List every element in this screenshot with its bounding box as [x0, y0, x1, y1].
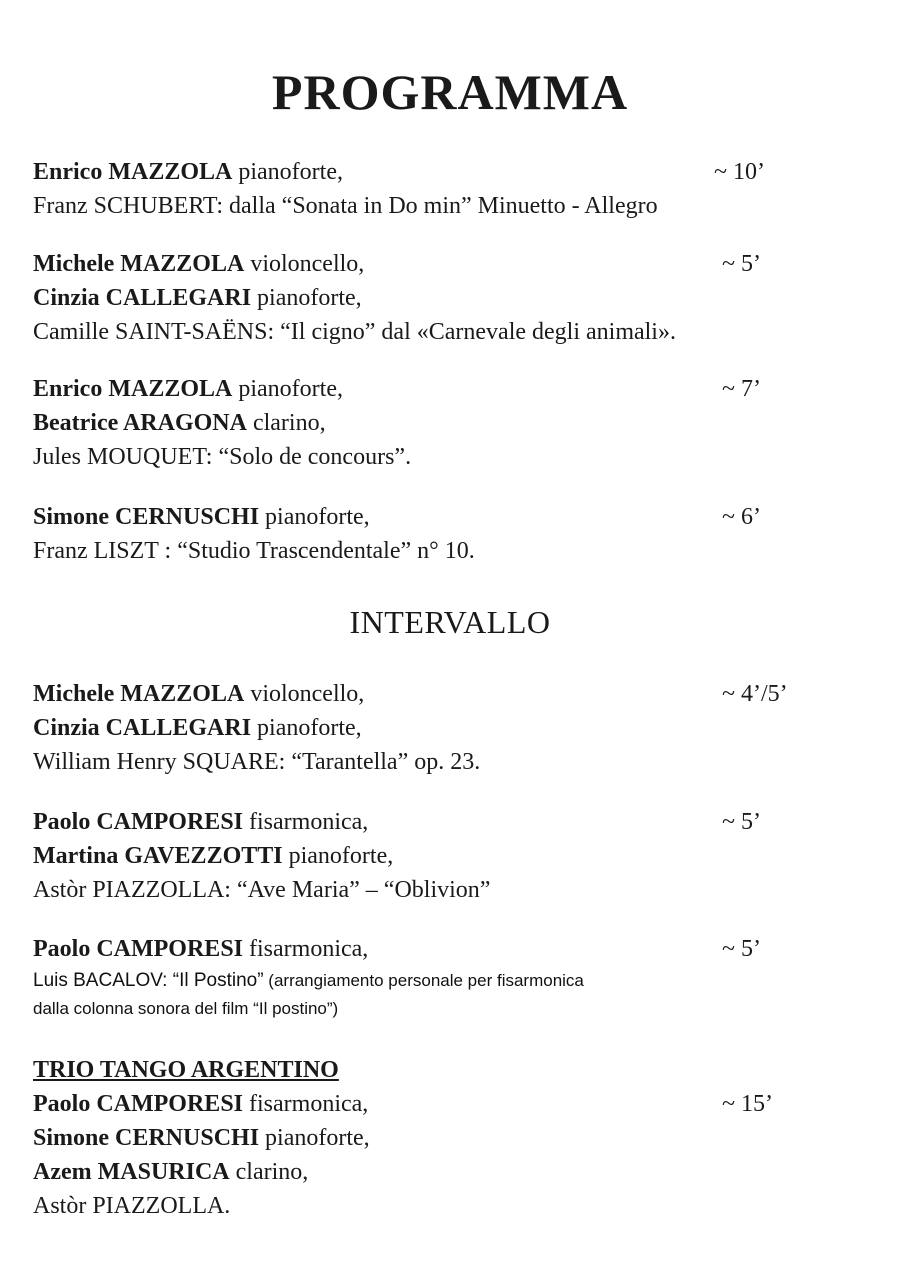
performer-instrument: pianoforte, — [251, 285, 362, 311]
performer-instrument: clarino, — [246, 410, 326, 436]
performer-name: Simone CERNUSCHI — [33, 1125, 260, 1151]
performer-name: Enrico MAZZOLA — [33, 376, 233, 402]
piece-line: Franz LISZT : “Studio Trascendentale” n° 10. — [33, 538, 475, 564]
piece-main: Luis BACALOV: “Il Postino” — [33, 970, 264, 991]
performer-name: Paolo CAMPORESI — [33, 936, 243, 962]
performer-line — [33, 711, 673, 745]
duration: ~ 6’ — [722, 504, 761, 530]
performer-line — [33, 839, 673, 873]
group-heading: TRIO TANGO ARGENTINO — [33, 1057, 339, 1083]
performer-line — [33, 406, 673, 440]
performer-instrument: violoncello, — [244, 681, 365, 707]
duration: ~ 5’ — [722, 936, 761, 962]
performer-instrument: pianoforte, — [232, 159, 343, 185]
performer-line — [33, 372, 673, 406]
performer-line — [33, 1121, 673, 1155]
performer-name: Michele MAZZOLA — [33, 251, 245, 277]
piece-line — [33, 968, 673, 994]
piece-line: Franz SCHUBERT: dalla “Sonata in Do min” Minuetto - Allegro — [33, 193, 658, 219]
performer-instrument: pianoforte, — [259, 1125, 370, 1151]
performer-name: Paolo CAMPORESI — [33, 809, 243, 835]
performer-instrument: violoncello, — [244, 251, 365, 277]
performer-name: Paolo CAMPORESI — [33, 1091, 243, 1117]
performer-line — [33, 677, 673, 711]
performer-line — [33, 932, 673, 966]
duration: ~ 15’ — [722, 1091, 773, 1117]
performer-instrument: fisarmonica, — [243, 1091, 369, 1117]
interval-heading: INTERVALLO — [349, 604, 551, 640]
performer-instrument: pianoforte, — [282, 843, 394, 869]
performer-line — [33, 247, 673, 281]
performer-line — [33, 805, 673, 839]
piece-line: William Henry SQUARE: “Tarantella” op. 23. — [33, 749, 481, 775]
performer-line — [33, 1155, 673, 1189]
performer-name: Enrico MAZZOLA — [33, 159, 233, 185]
performer-name: Martina GAVEZZOTTI — [33, 843, 283, 869]
performer-line — [33, 500, 673, 534]
performer-instrument: pianoforte, — [259, 504, 370, 530]
performer-instrument: pianoforte, — [251, 715, 362, 741]
performer-name: Azem MASURICA — [33, 1159, 230, 1185]
performer-instrument: fisarmonica, — [243, 809, 369, 835]
piece-line: Jules MOUQUET: “Solo de concours”. — [33, 444, 412, 470]
performer-name: Michele MAZZOLA — [33, 681, 245, 707]
performer-name: Cinzia CALLEGARI — [33, 715, 252, 741]
piece-line: Astòr PIAZZOLLA. — [33, 1193, 231, 1219]
performer-name: Cinzia CALLEGARI — [33, 285, 252, 311]
performer-name: Simone CERNUSCHI — [33, 504, 260, 530]
performer-instrument: clarino, — [229, 1159, 309, 1185]
duration: ~ 5’ — [722, 251, 761, 277]
performer-line — [33, 1087, 673, 1121]
duration: ~ 5’ — [722, 809, 761, 835]
performer-name: Beatrice ARAGONA — [33, 410, 247, 436]
duration: ~ 10’ — [714, 159, 765, 185]
piece-line: Astòr PIAZZOLLA: “Ave Maria” – “Oblivion” — [33, 877, 491, 903]
piece-note-line: dalla colonna sonora del film “Il postino”) — [33, 999, 339, 1018]
duration: ~ 4’/5’ — [722, 681, 788, 707]
page-title: PROGRAMMA — [271, 64, 629, 120]
performer-instrument: fisarmonica, — [243, 936, 369, 962]
performer-line — [33, 281, 673, 315]
piece-note: (arrangiamento personale per fisarmonica — [263, 971, 584, 990]
duration: ~ 7’ — [722, 376, 761, 402]
piece-line: Camille SAINT-SAËNS: “Il cigno” dal «Carnevale degli animali». — [33, 319, 676, 345]
performer-instrument: pianoforte, — [232, 376, 343, 402]
performer-line — [33, 155, 673, 189]
